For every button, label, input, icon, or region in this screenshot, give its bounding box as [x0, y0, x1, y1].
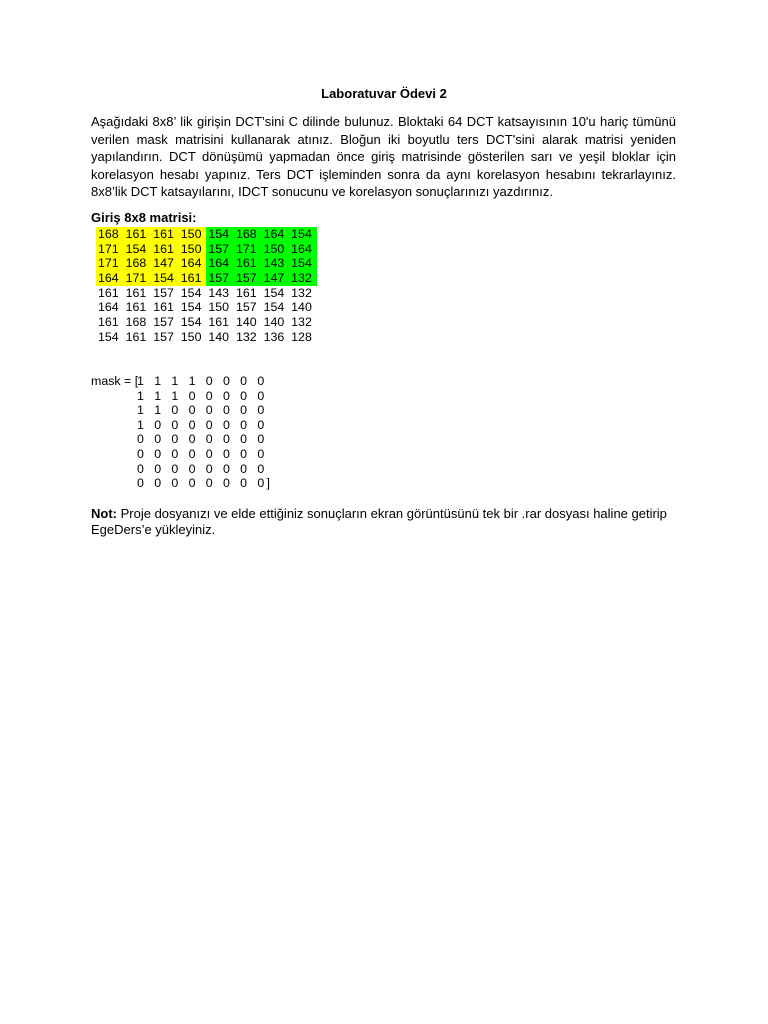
matrix-cell: 150: [180, 329, 202, 344]
matrix-cell: 154: [263, 285, 285, 300]
mask-label: mask = [: [91, 374, 139, 388]
matrix-cell: 164: [98, 300, 119, 315]
mask-cell: 0: [222, 432, 230, 447]
mask-cell: 0: [257, 388, 265, 403]
yellow-block-cell: 171: [96, 242, 124, 257]
mask-cell: 0: [188, 432, 196, 447]
matrix-cell: 140: [208, 329, 230, 344]
mask-cell: 0: [171, 432, 179, 447]
yellow-block-cell: 150: [179, 242, 207, 257]
yellow-block-cell: 171: [124, 271, 152, 286]
mask-cell: 0: [171, 403, 179, 418]
note-label: Not:: [91, 506, 117, 521]
mask-cell: 0: [222, 403, 230, 418]
mask-cell: 0: [154, 461, 162, 476]
yellow-block-cell: 171: [96, 256, 124, 271]
mask-cell: 0: [257, 417, 265, 432]
matrix-cell: 161: [125, 329, 147, 344]
mask-cell: 0: [171, 476, 179, 491]
mask-row: [137, 462, 275, 477]
input-matrix: [96, 227, 317, 345]
input-matrix-label: Giriş 8x8 matrisi:: [91, 210, 197, 225]
mask-cell: 0: [222, 446, 230, 461]
green-block-cell: 143: [262, 256, 290, 271]
mask-close-bracket: ]: [266, 476, 270, 491]
input-matrix-row: [96, 286, 317, 301]
matrix-cell: 128: [291, 329, 312, 344]
mask-cell: 1: [171, 374, 179, 388]
matrix-cell: 140: [235, 315, 257, 330]
input-matrix-row: [96, 300, 317, 315]
mask-cell: 0: [171, 417, 179, 432]
mask-cell: 0: [188, 461, 196, 476]
green-block-cell: 157: [206, 242, 234, 257]
input-matrix-row: [96, 242, 317, 257]
matrix-cell: 132: [235, 329, 257, 344]
mask-row: [137, 447, 275, 462]
matrix-cell: 168: [125, 315, 147, 330]
matrix-cell: 150: [208, 300, 230, 315]
mask-cell: 0: [154, 476, 162, 491]
mask-cell: 0: [240, 432, 248, 447]
yellow-block-cell: 147: [151, 256, 179, 271]
matrix-cell: 157: [153, 329, 174, 344]
mask-matrix: [137, 374, 275, 491]
green-block-cell: 171: [234, 242, 262, 257]
matrix-cell: 154: [98, 329, 119, 344]
mask-cell: 0: [154, 417, 162, 432]
mask-cell: 0: [171, 461, 179, 476]
mask-cell: 0: [188, 446, 196, 461]
matrix-cell: 161: [125, 285, 147, 300]
green-block-cell: 157: [234, 271, 262, 286]
matrix-cell: 132: [291, 285, 312, 300]
mask-cell: 0: [205, 374, 213, 388]
mask-cell: 0: [171, 446, 179, 461]
mask-cell: 1: [137, 403, 144, 418]
mask-cell: 0: [240, 446, 248, 461]
green-block-cell: 154: [206, 227, 234, 242]
matrix-cell: 161: [153, 300, 174, 315]
mask-cell: 0: [257, 446, 265, 461]
yellow-block-cell: 161: [151, 227, 179, 242]
green-block-cell: 132: [289, 271, 317, 286]
mask-cell: 0: [257, 374, 265, 388]
mask-cell: 0: [137, 476, 144, 491]
matrix-cell: 143: [208, 285, 230, 300]
mask-cell: 0: [205, 432, 213, 447]
mask-cell: 0: [154, 432, 162, 447]
mask-row: [137, 418, 275, 433]
matrix-cell: 154: [180, 315, 202, 330]
yellow-block-cell: 150: [179, 227, 207, 242]
mask-cell: 0: [240, 417, 248, 432]
mask-cell: 0: [257, 403, 265, 418]
mask-row: [137, 432, 275, 447]
mask-cell: 1: [137, 417, 144, 432]
matrix-cell: 140: [291, 300, 312, 315]
yellow-block-cell: 154: [124, 242, 152, 257]
yellow-block-cell: 161: [179, 271, 207, 286]
matrix-cell: 154: [263, 300, 285, 315]
matrix-cell: 132: [291, 315, 312, 330]
mask-cell: 0: [240, 461, 248, 476]
mask-cell: 0: [240, 403, 248, 418]
mask-cell: 0: [222, 461, 230, 476]
mask-row: [137, 389, 275, 404]
matrix-cell: 157: [153, 285, 174, 300]
mask-cell: 0: [257, 432, 265, 447]
mask-cell: 0: [222, 388, 230, 403]
mask-cell: 0: [188, 476, 196, 491]
mask-cell: 0: [205, 388, 213, 403]
mask-cell: 0: [205, 403, 213, 418]
note-text: Proje dosyanızı ve elde ettiğiniz sonuçların ekran görüntüsünü tek bir .rar dosyası haline getirip EgeDers’e yükleyiniz.: [91, 506, 667, 537]
mask-row: [137, 403, 275, 418]
yellow-block-cell: 164: [96, 271, 124, 286]
mask-cell: 0: [205, 461, 213, 476]
green-block-cell: 147: [262, 271, 290, 286]
green-block-cell: 164: [206, 256, 234, 271]
mask-cell: 1: [171, 388, 179, 403]
input-matrix-row: [96, 271, 317, 286]
mask-cell: 0: [188, 417, 196, 432]
mask-cell: 1: [154, 403, 162, 418]
matrix-cell: 161: [208, 315, 230, 330]
matrix-cell: 161: [125, 300, 147, 315]
mask-cell: 0: [188, 388, 196, 403]
green-block-cell: 150: [262, 242, 290, 257]
input-matrix-row: [96, 315, 317, 330]
matrix-cell: 161: [98, 315, 119, 330]
matrix-cell: 161: [98, 285, 119, 300]
document-title: Laboratuvar Ödevi 2: [321, 86, 447, 101]
yellow-block-cell: 168: [96, 227, 124, 242]
input-matrix-row: [96, 227, 317, 242]
matrix-cell: 161: [235, 285, 257, 300]
mask-cell: 0: [154, 446, 162, 461]
submission-note: [91, 506, 681, 538]
yellow-block-cell: 164: [179, 256, 207, 271]
mask-cell: 0: [205, 446, 213, 461]
yellow-block-cell: 161: [151, 242, 179, 257]
mask-cell: 1: [154, 374, 162, 388]
mask-cell: 0: [240, 388, 248, 403]
matrix-cell: 157: [153, 315, 174, 330]
mask-cell: 0: [188, 403, 196, 418]
mask-cell: 0: [222, 417, 230, 432]
matrix-cell: 154: [180, 300, 202, 315]
matrix-cell: 140: [263, 315, 285, 330]
matrix-cell: 136: [263, 329, 285, 344]
mask-cell: 1: [137, 374, 144, 388]
mask-cell: 1: [154, 388, 162, 403]
green-block-cell: 154: [289, 227, 317, 242]
yellow-block-cell: 154: [151, 271, 179, 286]
green-block-cell: 164: [262, 227, 290, 242]
yellow-block-cell: 168: [124, 256, 152, 271]
mask-cell: 0: [240, 374, 248, 388]
matrix-cell: 154: [180, 285, 202, 300]
green-block-cell: 157: [206, 271, 234, 286]
input-matrix-row: [96, 330, 317, 345]
mask-cell: 1: [137, 388, 144, 403]
input-matrix-row: [96, 256, 317, 271]
mask-cell: 0: [257, 461, 265, 476]
mask-cell: 1: [188, 374, 196, 388]
green-block-cell: 168: [234, 227, 262, 242]
mask-cell: 0: [137, 446, 144, 461]
mask-cell: 0: [205, 476, 213, 491]
mask-cell: 0: [222, 476, 230, 491]
assignment-instructions: Aşağıdaki 8x8’ lik girişin DCT’sini C dilinde bulunuz. Bloktaki 64 DCT katsayısının 10'u hariç tümünü verilen mask matrisini kullanarak atınız. Bloğun iki boyutlu ters DCT'sini alarak matrisi yeniden yapılandırın. DCT dönüşümü yapmadan önce giriş matrisinde gösterilen sarı ve yeşil bloklar için korelasyon hesabı yapınız. Ters DCT işleminden sonra da aynı korelasyon hesabını tekrarlayınız. 8x8’lik DCT katsayılarını, IDCT sonucunu ve korelasyon sonuçlarınızı yazdırınız.: [91, 114, 676, 200]
green-block-cell: 154: [289, 256, 317, 271]
mask-cell: 0: [222, 374, 230, 388]
yellow-block-cell: 161: [124, 227, 152, 242]
mask-row: [137, 476, 275, 491]
green-block-cell: 164: [289, 242, 317, 257]
mask-cell: 0: [137, 461, 144, 476]
mask-row: [137, 374, 275, 389]
mask-cell: 0: [205, 417, 213, 432]
green-block-cell: 161: [234, 256, 262, 271]
mask-cell: 0: [137, 432, 144, 447]
matrix-cell: 157: [235, 300, 257, 315]
mask-cell: 0: [257, 476, 265, 491]
mask-cell: 0: [240, 476, 248, 491]
